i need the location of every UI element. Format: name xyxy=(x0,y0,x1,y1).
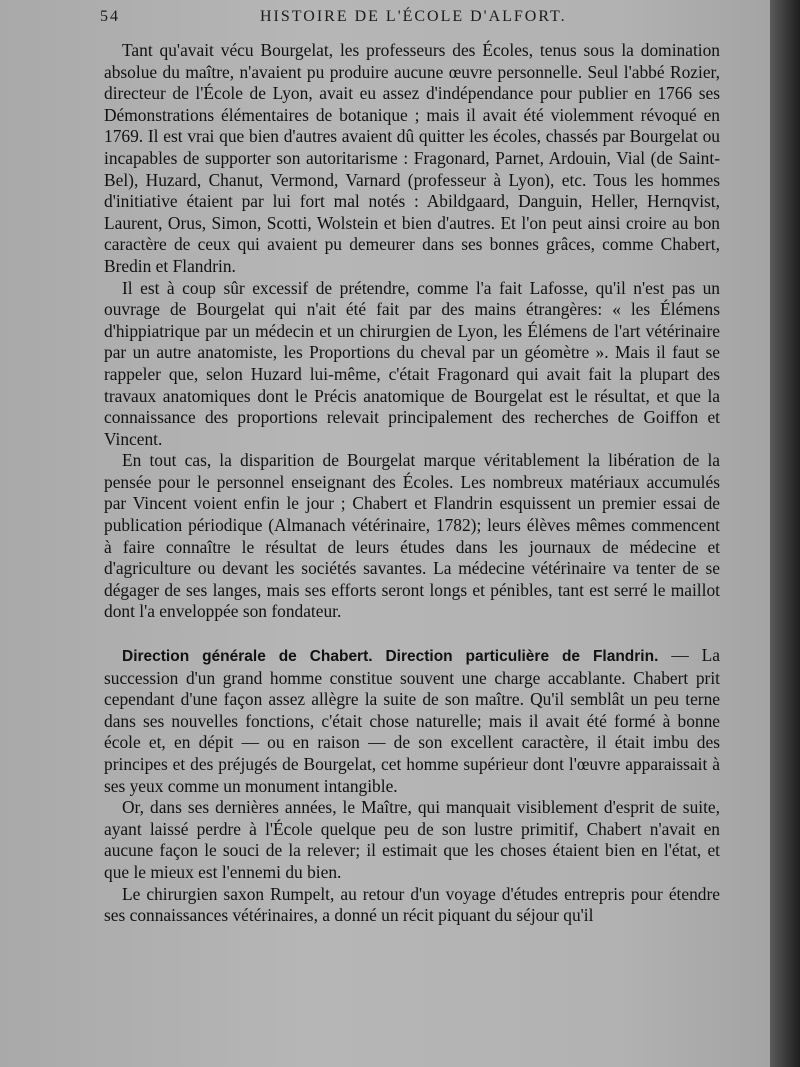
running-header xyxy=(100,8,740,30)
book-gutter xyxy=(770,0,800,1067)
page-body xyxy=(104,40,720,927)
section-lead: — La succession d'un grand homme constitue souvent une charge accablante. Chabert prit cependant d'une façon assez allègre la suite de son maître. Qu'il semblât un peu terne dans ses nouvelles fonctions, c'était chose naturelle; mais il avait été formé à bonne école et, en dépit — ou en raison — de son excellent caractère, il était imbu des principes et des préjugés de Bourgelat, cet homme supérieur dont l'œuvre apparaissait à ses yeux comme un monument intangible. xyxy=(104,645,720,796)
paragraph-2: Il est à coup sûr excessif de prétendre, comme l'a fait Lafosse, qu'il n'est pas un ouvrage de Bourgelat qui n'ait été fait par des mains étrangères: « les Élémens d'hippiatrique par un médecin et un chirurgien de Lyon, les Élémens de l'art vétérinaire par un autre anatomiste, les Proportions du cheval par un géomètre ». Mais il faut se rappeler que, selon Huzard lui-même, c'était Fragonard qui avait fait la plupart des travaux anatomiques dont le Précis anatomique de Bourgelat est le résultat, et que la connaissance des proportions relevait principalement des recherches de Goiffon et Vincent. xyxy=(104,277,720,449)
paragraph-3: En tout cas, la disparition de Bourgelat marque véritablement la libération de la pensée pour le personnel enseignant des Écoles. Les nombreux matériaux accumulés par Vincent voient enfin le jour ; Chabert et Flandrin esquissent un premier essai de publication périodique (Almanach vétérinaire, 1782); leurs élèves mêmes commencent à faire connaître le résultat de leurs études dans les journaux de médecine et d'agriculture ou devant les sociétés savantes. La médecine vétérinaire va tenter de se dégager de ses langes, mais ses efforts seront longs et pénibles, tant est serré le maillot dont l'a enveloppée son fondateur. xyxy=(104,450,720,622)
paragraph-6: Le chirurgien saxon Rumpelt, au retour d'un voyage d'études entrepris pour étendre ses connaissances vétérinaires, a donné un récit piquant du séjour qu'il xyxy=(104,883,720,926)
section-title: Direction générale de Chabert. Direction particulière de Flandrin. xyxy=(122,648,659,666)
running-title: HISTOIRE DE L'ÉCOLE D'ALFORT. xyxy=(260,8,567,25)
paragraph-1: Tant qu'avait vécu Bourgelat, les professeurs des Écoles, tenus sous la domination absolue du maître, n'avaient pu produire aucune œuvre personnelle. Seul l'abbé Rozier, directeur de l'École de Lyon, avait eu assez d'indépendance pour publier en 1766 ses Démonstrations élémentaires de botanique ; mais il avait été violemment révoqué en 1769. Il est vrai que bien d'autres avaient dû quitter les écoles, chassés par Bourgelat ou incapables de supporter son autoritarisme : Fragonard, Parnet, Ardouin, Vial (de Saint-Bel), Huzard, Chanut, Vermond, Varnard (professeur à Lyon), etc. Tous les hommes d'initiative étaient par lui fort mal notés : Abildgaard, Danguin, Heller, Hernqvist, Laurent, Orus, Simon, Scotti, Wolstein et bien d'autres. Et l'on peut ainsi croire au bon caractère de ceux qui avaient pu demeurer dans ses bonnes grâces, comme Chabert, Bredin et Flandrin. xyxy=(104,40,720,276)
section-spacer xyxy=(104,623,720,645)
page-number: 54 xyxy=(100,8,120,25)
section-paragraph xyxy=(104,645,720,797)
paragraph-5: Or, dans ses dernières années, le Maître, qui manquait visiblement d'esprit de suite, ayant laissé perdre à l'École quelque peu de son lustre primitif, Chabert n'avait en aucune façon le souci de la relever; il estimait que les choses étaient bien en l'état, et que le mieux est l'ennemi du bien. xyxy=(104,797,720,882)
